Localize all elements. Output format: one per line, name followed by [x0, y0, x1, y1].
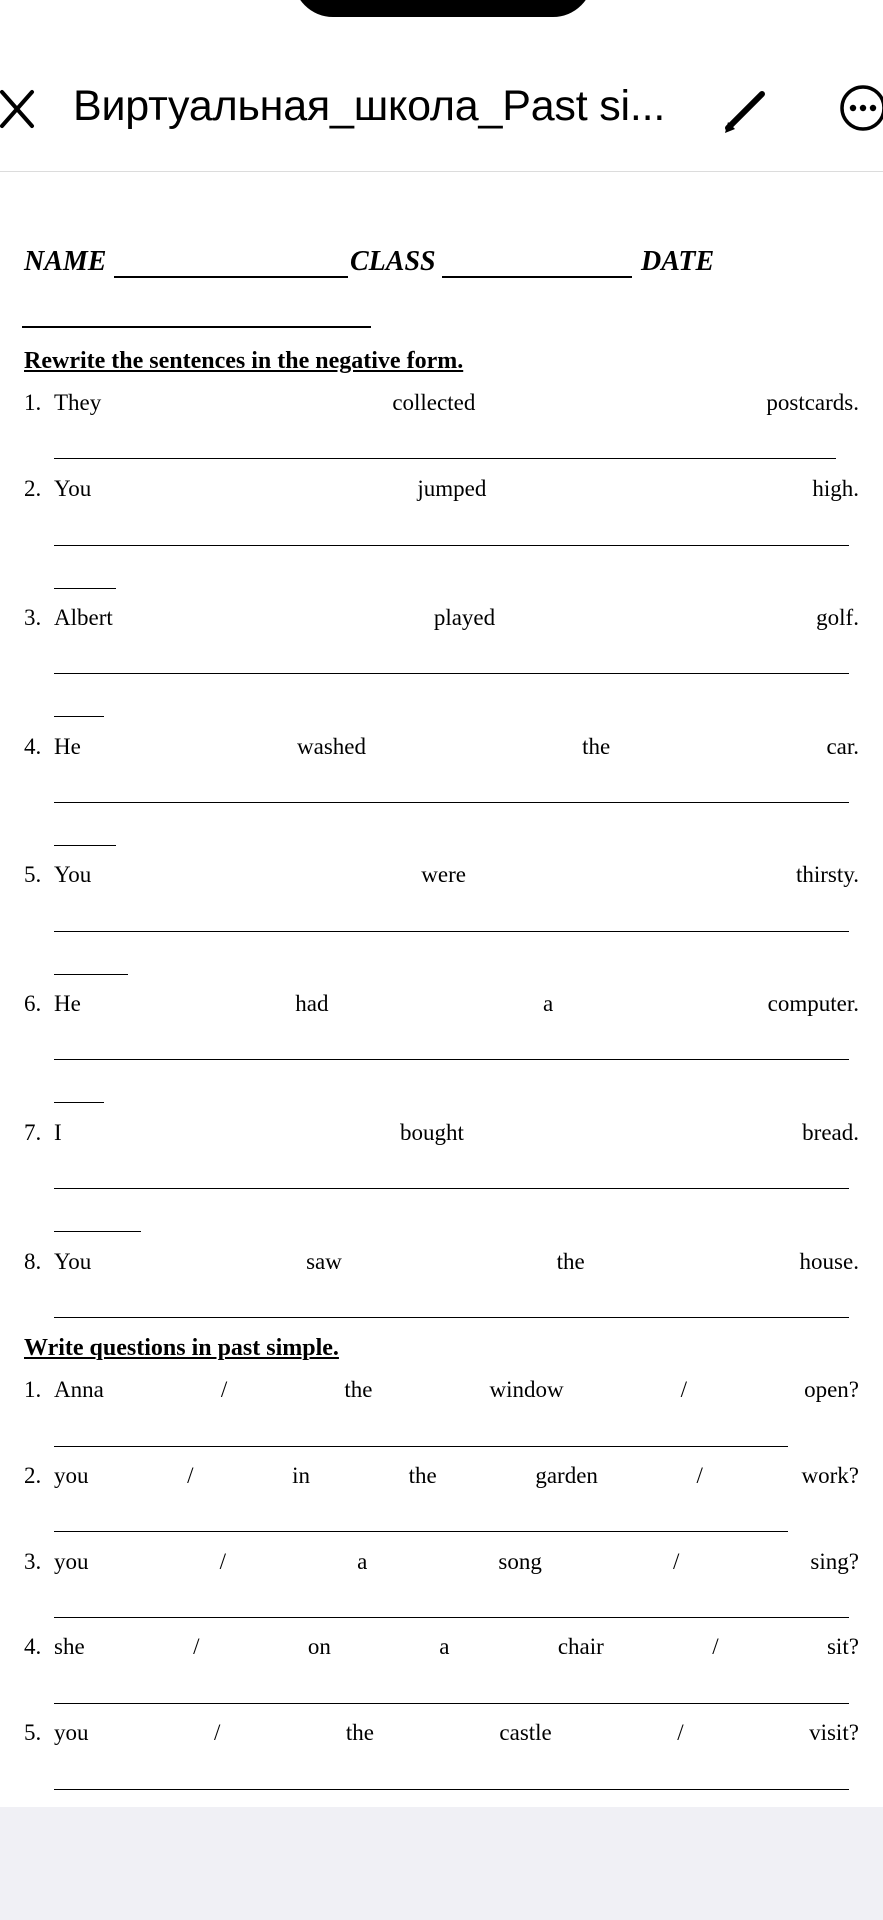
item-word: saw: [306, 1249, 342, 1274]
item-words: [54, 1120, 859, 1146]
item-word: They: [54, 390, 102, 415]
answer-line[interactable]: [54, 1617, 849, 1618]
item-word: /: [213, 1720, 221, 1745]
item-number: 1.: [24, 1377, 42, 1402]
item-word: the: [408, 1463, 437, 1488]
name-label: NAME: [24, 246, 107, 277]
item-word: had: [295, 991, 329, 1016]
item-word: /: [680, 1377, 688, 1402]
answer-line[interactable]: [54, 1703, 849, 1704]
item-words: [54, 1249, 859, 1275]
answer-line-continuation[interactable]: [54, 1102, 104, 1103]
item-word: window: [489, 1377, 564, 1402]
close-button[interactable]: [0, 86, 36, 132]
item-word: you: [54, 1720, 89, 1745]
answer-line-continuation[interactable]: [54, 588, 116, 589]
item-word: were: [421, 862, 466, 887]
item-word: the: [556, 1249, 585, 1274]
answer-line-continuation[interactable]: [54, 716, 104, 717]
item-word: You: [54, 862, 92, 887]
item-word: /: [193, 1634, 200, 1659]
item-word: I: [54, 1120, 62, 1145]
answer-line[interactable]: [54, 1446, 788, 1447]
item-word: computer.: [767, 991, 859, 1016]
item-number: 4.: [24, 1634, 42, 1659]
item-word: golf.: [816, 605, 859, 630]
item-word: chair: [557, 1634, 604, 1659]
item-number: 5.: [24, 1720, 42, 1745]
item-number: 1.: [24, 390, 42, 415]
pencil-icon: [722, 86, 772, 136]
item-word: /: [696, 1463, 703, 1488]
item-word: garden: [535, 1463, 598, 1488]
more-options-button[interactable]: [838, 83, 883, 133]
close-icon: [0, 86, 36, 132]
item-word: a: [542, 991, 554, 1016]
item-word: car.: [826, 734, 859, 759]
item-words: [54, 605, 859, 631]
item-number: 3.: [24, 605, 42, 630]
item-word: she: [54, 1634, 85, 1659]
answer-line[interactable]: [54, 802, 849, 803]
answer-line[interactable]: [54, 1059, 849, 1060]
item-word: house.: [799, 1249, 859, 1274]
item-words: [54, 1377, 859, 1403]
item-number: 7.: [24, 1120, 42, 1145]
item-word: you: [54, 1463, 89, 1488]
item-number: 8.: [24, 1249, 42, 1274]
item-words: [54, 734, 859, 760]
name-blank: [114, 276, 348, 278]
item-word: /: [219, 1549, 226, 1574]
item-word: collected: [392, 390, 476, 415]
item-word: castle: [499, 1720, 552, 1745]
item-word: You: [54, 1249, 92, 1274]
item-number: 2.: [24, 1463, 42, 1488]
item-word: sing?: [810, 1549, 859, 1574]
item-number: 3.: [24, 1549, 42, 1574]
item-word: the: [582, 734, 611, 759]
answer-line[interactable]: [54, 1188, 849, 1189]
item-word: washed: [297, 734, 366, 759]
item-word: sit?: [826, 1634, 859, 1659]
item-word: visit?: [809, 1720, 859, 1745]
class-blank: [442, 276, 632, 278]
item-words: [54, 476, 859, 502]
answer-line-continuation[interactable]: [54, 1231, 141, 1232]
answer-line[interactable]: [54, 1531, 788, 1532]
section-title-negative: Rewrite the sentences in the negative form.: [24, 348, 464, 374]
item-word: on: [307, 1634, 331, 1659]
item-word: /: [220, 1377, 228, 1402]
item-word: played: [433, 605, 496, 630]
item-word: open?: [804, 1377, 859, 1402]
document-title: Виртуальная_школа_Past si...: [73, 82, 666, 130]
item-words: [54, 1463, 859, 1489]
item-word: high.: [812, 476, 859, 501]
answer-line-continuation[interactable]: [54, 845, 116, 846]
date-label: DATE: [641, 246, 715, 277]
item-word: work?: [801, 1463, 859, 1488]
item-word: He: [54, 991, 81, 1016]
item-word: Anna: [54, 1377, 104, 1402]
item-word: thirsty.: [795, 862, 859, 887]
item-word: a: [357, 1549, 368, 1574]
item-words: [54, 1634, 859, 1660]
answer-line[interactable]: [54, 673, 849, 674]
document-toolbar: [0, 0, 883, 172]
item-word: /: [677, 1720, 684, 1745]
item-word: Albert: [54, 605, 113, 630]
item-words: [54, 1720, 859, 1746]
item-number: 5.: [24, 862, 42, 887]
date-blank: [22, 326, 371, 328]
item-word: You: [54, 476, 92, 501]
item-number: 6.: [24, 991, 42, 1016]
item-number: 4.: [24, 734, 42, 759]
answer-line[interactable]: [54, 458, 836, 459]
item-word: the: [345, 1720, 374, 1745]
item-words: [54, 991, 859, 1017]
item-word: song: [498, 1549, 542, 1574]
item-word: the: [344, 1377, 373, 1402]
item-word: jumped: [417, 476, 487, 501]
item-words: [54, 1549, 859, 1575]
page-background: [0, 1807, 883, 1920]
item-word: postcards.: [766, 390, 859, 415]
item-words: [54, 862, 859, 888]
item-word: /: [187, 1463, 194, 1488]
item-word: bought: [399, 1120, 464, 1145]
section-title-questions: Write questions in past simple.: [24, 1335, 339, 1361]
class-label: CLASS: [350, 246, 436, 277]
item-word: He: [54, 734, 81, 759]
item-word: /: [672, 1549, 680, 1574]
item-word: /: [712, 1634, 719, 1659]
item-words: [54, 390, 859, 416]
answer-line[interactable]: [54, 545, 849, 546]
item-word: bread.: [802, 1120, 859, 1145]
more-icon: [838, 83, 883, 133]
answer-line[interactable]: [54, 1317, 849, 1318]
answer-line[interactable]: [54, 931, 849, 932]
item-word: you: [54, 1549, 89, 1574]
item-number: 2.: [24, 476, 42, 501]
answer-line-continuation[interactable]: [54, 974, 128, 975]
item-word: a: [439, 1634, 450, 1659]
item-word: in: [292, 1463, 310, 1488]
edit-button[interactable]: [722, 86, 772, 136]
answer-line[interactable]: [54, 1789, 849, 1790]
